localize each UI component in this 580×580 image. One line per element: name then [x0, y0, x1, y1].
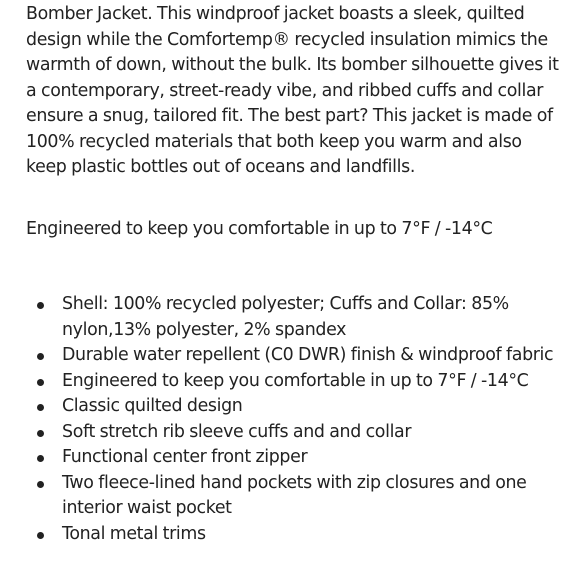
feature-text: Shell: 100% recycled polyester; Cuffs and Collar: 85% nylon,13% polyester, 2% spandex [62, 294, 509, 340]
feature-item [26, 445, 566, 471]
description-temperature: Engineered to keep you comfortable in up to 7°F / -14°C [26, 219, 493, 239]
description-intro: Bomber Jacket. This windproof jacket boasts a sleek, quilted design while the Comfortemp® recycled insulation mimics the warmth of down, without the bulk. Its bomber silhouette gives it a contemporary, street-ready vibe, and ribbed cuffs and collar ensure a snug, tailored fit. The best part? This jacket is made of 100% recycled materials that both keep you warm and also keep plastic bottles out of oceans and landfills. [26, 4, 559, 177]
feature-item [26, 420, 566, 446]
feature-item [26, 369, 566, 395]
feature-text: Soft stretch rib sleeve cuffs and and collar [62, 421, 412, 442]
bullet-icon [37, 353, 44, 360]
bullet-icon [37, 430, 44, 437]
feature-text: Engineered to keep you comfortable in up to 7°F / -14°C [62, 370, 529, 391]
bullet-icon [37, 481, 44, 488]
feature-list [26, 292, 566, 547]
feature-item [26, 343, 566, 369]
feature-text: Tonal metal trims [62, 523, 206, 544]
bullet-icon [37, 532, 44, 539]
feature-item [26, 522, 566, 548]
feature-item [26, 394, 566, 420]
bullet-icon [37, 455, 44, 462]
bullet-icon [37, 302, 44, 309]
feature-text: Classic quilted design [62, 396, 243, 416]
feature-text: Durable water repellent (C0 DWR) finish & windproof fabric [62, 345, 554, 365]
bullet-icon [37, 379, 44, 386]
feature-text: Two fleece-lined hand pockets with zip closures and one interior waist pocket [62, 472, 527, 518]
feature-item [26, 292, 566, 343]
feature-text: Functional center front zipper [62, 447, 308, 467]
feature-item [26, 471, 566, 522]
bullet-icon [37, 404, 44, 411]
